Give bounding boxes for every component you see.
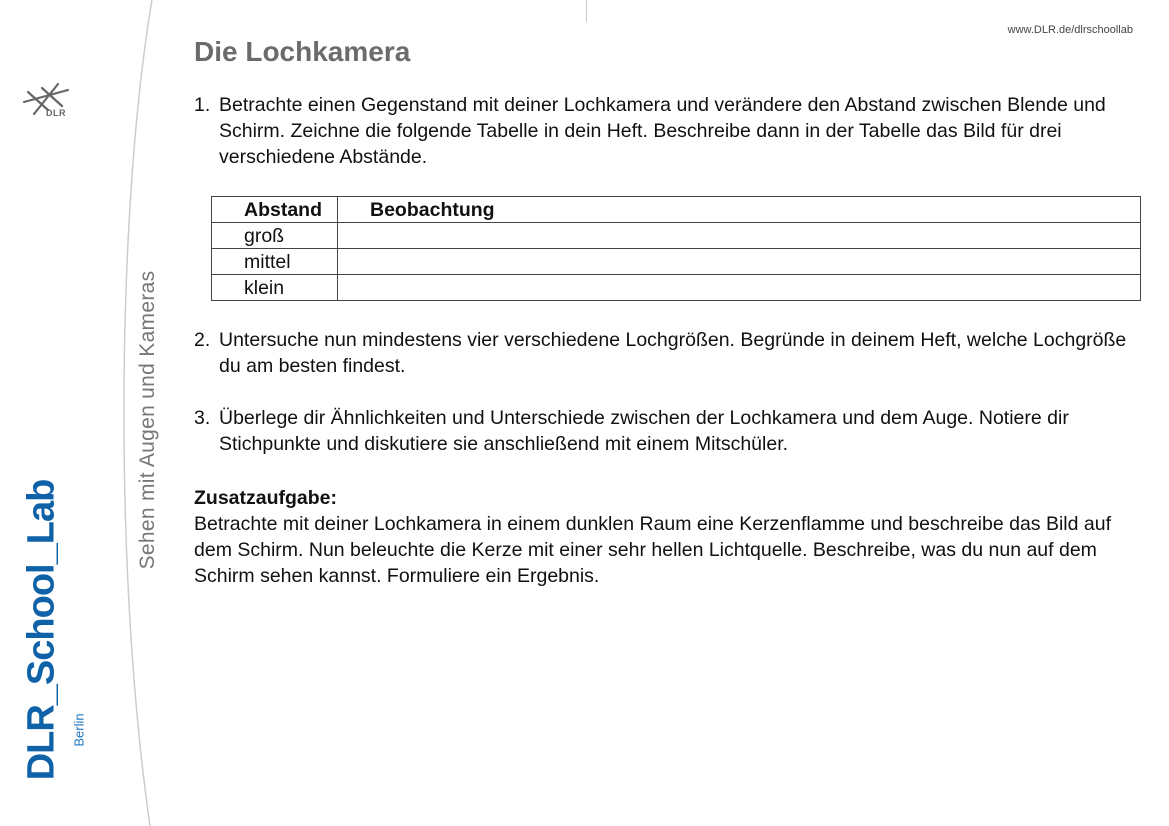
site-url: www.DLR.de/dlrschoollab [1007, 24, 1133, 36]
task-number: 1. [194, 94, 211, 116]
extra-task-text: Betrachte mit deiner Lochkamera in einem dunklen Raum eine Kerzenflamme und beschreibe das Bild auf dem Schirm. Nun beleuchte die Kerze mit einer sehr hellen Lichtquelle. Beschreibe, was du nun auf dem Schirm sehen kannst. Formuliere ein Ergebnis. [194, 513, 1112, 587]
header-abstand: Abstand [212, 197, 338, 223]
table-cell: klein [212, 275, 338, 301]
worksheet-content [194, 36, 1144, 589]
table-header-row [212, 197, 1141, 223]
logo-text: DLR [46, 108, 66, 118]
extra-task [194, 485, 1144, 589]
task-text: Überlege dir Ähnlichkeiten und Unterschiede zwischen der Lochkamera und dem Auge. Notiere dir Stichpunkte und diskutiere sie anschließend mit einem Mitschüler. [219, 407, 1069, 455]
task-text: Untersuche nun mindestens vier verschiedene Lochgrößen. Begründe in deinem Heft, welche Lochgröße du am besten findest. [219, 329, 1127, 377]
table-cell [338, 223, 1141, 249]
brand-wordmark: DLR_School_Lab [20, 479, 63, 781]
table-row [212, 249, 1141, 275]
observation-table [211, 196, 1141, 301]
table-cell: groß [212, 223, 338, 249]
vertical-title: Sehen mit Augen und Kameras [136, 270, 159, 570]
task-2 [194, 327, 1144, 379]
extra-task-title: Zusatzaufgabe: [194, 487, 338, 509]
header-beobachtung: Beobachtung [338, 197, 1141, 223]
table-cell: mittel [212, 249, 338, 275]
page-title: Die Lochkamera [194, 36, 411, 67]
task-3 [194, 405, 1144, 457]
task-text: Betrachte einen Gegenstand mit deiner Lochkamera und verändere den Abstand zwischen Blende und Schirm. Zeichne die folgende Tabelle in dein Heft. Beschreibe dann in der Tabelle das Bild für drei verschiedene Abstände. [219, 94, 1106, 168]
brand-location: Berlin [71, 713, 87, 747]
task-1 [194, 92, 1144, 170]
table-row [212, 275, 1141, 301]
table-row [212, 223, 1141, 249]
task-number: 2. [194, 329, 211, 351]
task-number: 3. [194, 407, 211, 429]
table-cell [338, 275, 1141, 301]
top-divider [586, 0, 587, 22]
table-cell [338, 249, 1141, 275]
